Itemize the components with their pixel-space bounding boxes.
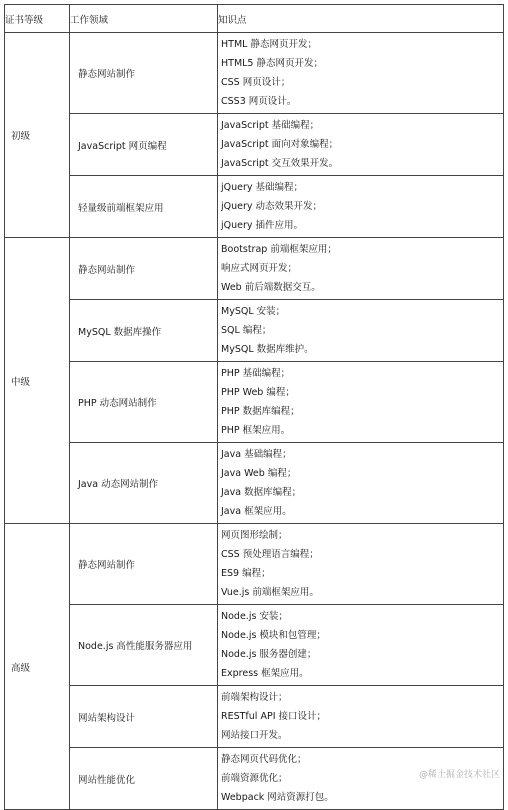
table-row (5, 443, 504, 524)
table-row (5, 300, 504, 362)
knowledge-points-cell (218, 176, 504, 238)
knowledge-point: Java 基础编程； (221, 449, 292, 460)
knowledge-point: Node.js 模块和包管理； (221, 630, 326, 641)
work-area-cell: Java 动态网站制作 (70, 443, 218, 524)
knowledge-point: JavaScript 基础编程； (221, 120, 320, 131)
knowledge-point: Java 数据库编程； (221, 487, 302, 498)
work-area-cell: Node.js 高性能服务器应用 (70, 605, 218, 686)
table-row (5, 176, 504, 238)
knowledge-point: 网页图形绘制； (221, 530, 288, 541)
work-area-cell: MySQL 数据库操作 (70, 300, 218, 362)
knowledge-points-cell (218, 686, 504, 748)
knowledge-point: 前端资源优化； (221, 773, 288, 784)
knowledge-point: ES9 编程； (221, 568, 271, 579)
work-area-cell: 网站性能优化 (70, 748, 218, 810)
table-row (5, 524, 504, 605)
knowledge-points-cell (218, 33, 504, 114)
level-cell: 高级 (5, 524, 70, 810)
work-area-cell: 静态网站制作 (70, 238, 218, 300)
knowledge-point: 响应式网页开发； (221, 263, 298, 274)
table-row (5, 605, 504, 686)
certification-table (4, 4, 504, 810)
table-row (5, 114, 504, 176)
knowledge-point: Java Web 编程； (221, 468, 297, 479)
knowledge-point: HTML5 静态网页开发； (221, 58, 323, 69)
knowledge-point: Node.js 安装； (221, 611, 288, 622)
work-area-cell: 静态网站制作 (70, 524, 218, 605)
knowledge-point: CSS 网页设计； (221, 77, 291, 88)
watermark: @稀土掘金技术社区 (418, 770, 500, 780)
table-row (5, 33, 504, 114)
work-area-cell: JavaScript 网页编程 (70, 114, 218, 176)
work-area-cell: 网站架构设计 (70, 686, 218, 748)
knowledge-points-cell (218, 114, 504, 176)
knowledge-point: Java 框架应用。 (221, 506, 292, 517)
knowledge-point: JavaScript 面向对象编程； (221, 139, 339, 150)
knowledge-point: 前端架构设计； (221, 692, 288, 703)
header-work-area: 工作领域 (70, 5, 218, 33)
knowledge-points-cell (218, 443, 504, 524)
knowledge-point: Express 框架应用。 (221, 668, 309, 679)
knowledge-point: PHP 基础编程； (221, 368, 291, 379)
knowledge-point: jQuery 基础编程； (221, 182, 304, 193)
knowledge-point: RESTful API 接口设计； (221, 711, 327, 722)
level-cell: 初级 (5, 33, 70, 238)
knowledge-points-cell (218, 524, 504, 605)
knowledge-point: SQL 编程； (221, 325, 272, 336)
table-row (5, 362, 504, 443)
knowledge-points-cell (218, 300, 504, 362)
knowledge-point: jQuery 插件应用。 (221, 220, 304, 231)
table-row (5, 686, 504, 748)
knowledge-point: MySQL 数据库维护。 (221, 344, 314, 355)
knowledge-point: Node.js 服务器创建； (221, 649, 317, 660)
knowledge-points-cell (218, 238, 504, 300)
knowledge-point: HTML 静态网页开发； (221, 39, 317, 50)
table-body (5, 33, 504, 810)
knowledge-point: Vue.js 前端框架应用。 (221, 587, 319, 598)
knowledge-point: 网站接口开发。 (221, 730, 288, 741)
knowledge-point: JavaScript 交互效果开发。 (221, 158, 339, 169)
knowledge-point: 静态网页代码优化； (221, 754, 307, 765)
knowledge-point: MySQL 安装； (221, 306, 286, 317)
knowledge-point: CSS 预处理语言编程； (221, 549, 319, 560)
work-area-cell: 轻量级前端框架应用 (70, 176, 218, 238)
knowledge-point: PHP 框架应用。 (221, 425, 291, 436)
knowledge-points-cell (218, 362, 504, 443)
header-level: 证书等级 (5, 5, 70, 33)
work-area-cell: 静态网站制作 (70, 33, 218, 114)
knowledge-points-cell (218, 605, 504, 686)
knowledge-point: Webpack 网站资源打包。 (221, 792, 334, 803)
knowledge-point: PHP 数据库编程； (221, 406, 300, 417)
level-cell: 中级 (5, 238, 70, 524)
knowledge-point: Web 前后端数据交互。 (221, 282, 321, 293)
table-header-row (5, 5, 504, 33)
knowledge-point: jQuery 动态效果开发； (221, 201, 323, 212)
work-area-cell: PHP 动态网站制作 (70, 362, 218, 443)
knowledge-point: Bootstrap 前端框架应用； (221, 244, 337, 255)
header-knowledge-points: 知识点 (218, 5, 504, 33)
table-row (5, 238, 504, 300)
knowledge-point: PHP Web 编程； (221, 387, 295, 398)
knowledge-point: CSS3 网页设计。 (221, 96, 297, 107)
